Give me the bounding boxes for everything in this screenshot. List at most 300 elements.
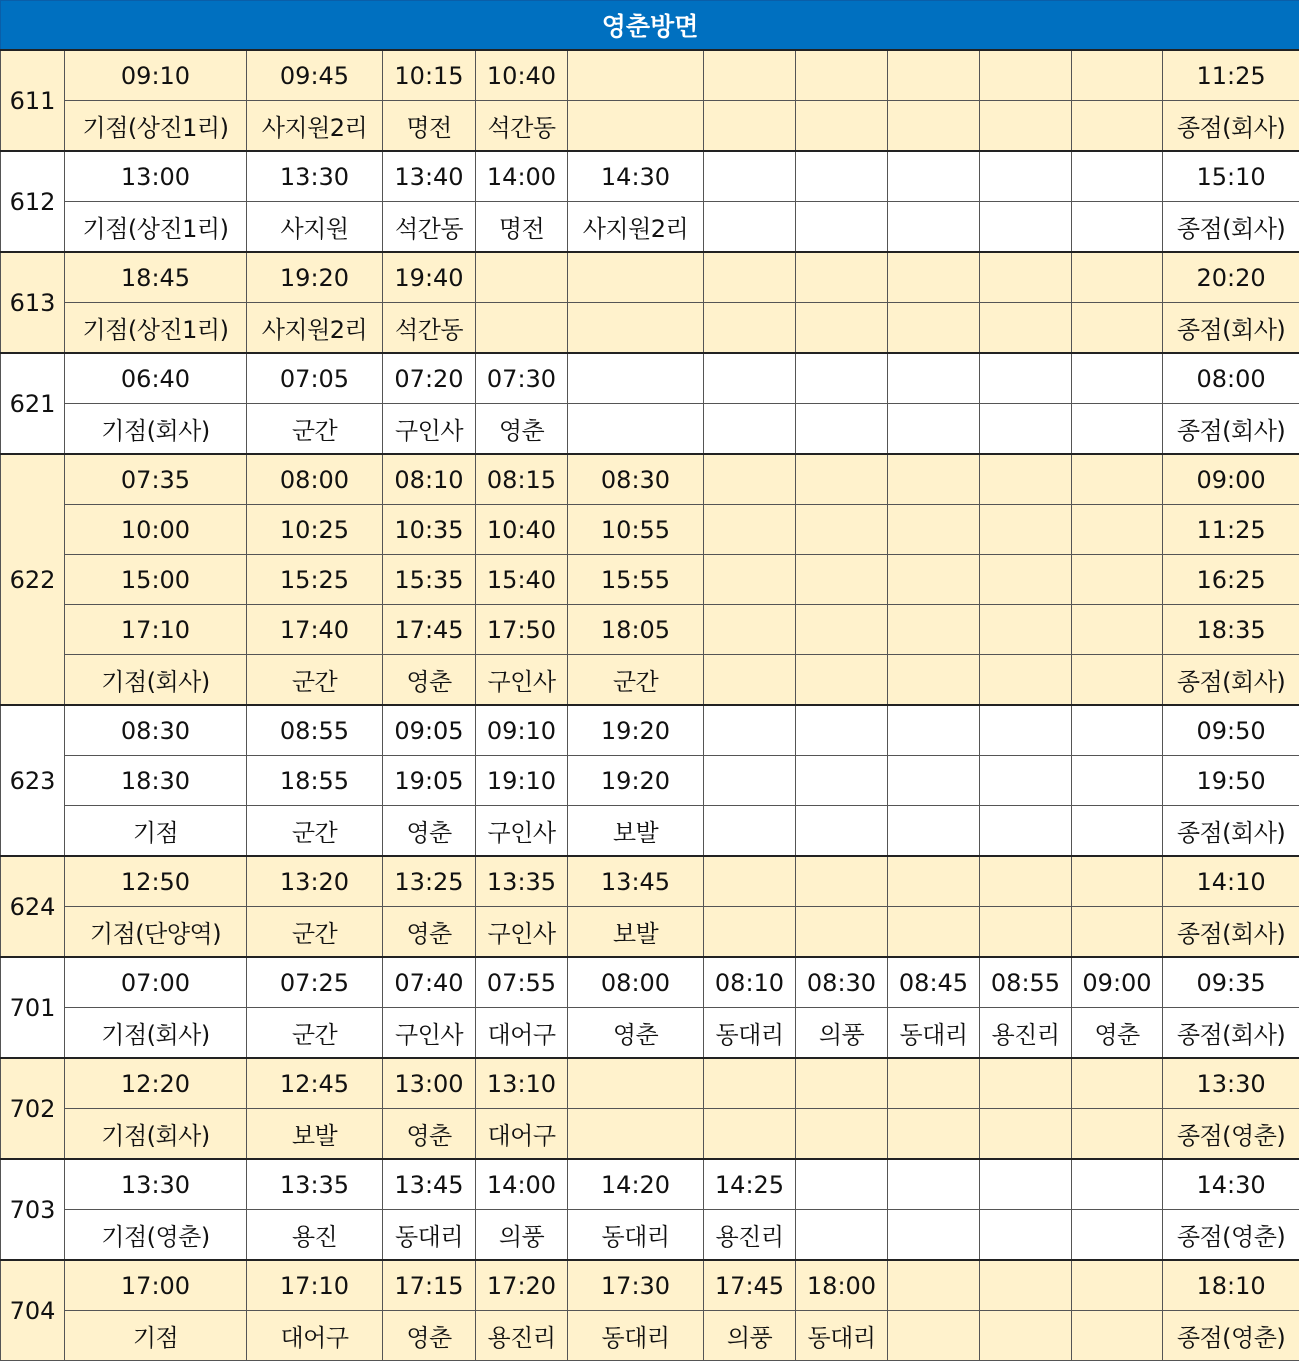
stop-name: 영춘 [383,907,476,958]
table-row [1,1058,1299,1109]
departure-time: 08:45 [888,957,980,1008]
departure-time: 15:10 [1163,151,1299,202]
stop-name [1072,1311,1163,1361]
stop-name: 용진리 [980,1008,1072,1059]
departure-time: 14:30 [1163,1159,1299,1210]
stop-name [704,806,796,857]
departure-time [1072,353,1163,404]
departure-time: 14:00 [476,1159,568,1210]
table-row [1,505,1299,555]
departure-time: 09:50 [1163,705,1299,756]
departure-time [476,252,568,303]
departure-time [888,1260,980,1311]
stop-name: 동대리 [704,1008,796,1059]
departure-time: 07:00 [65,957,247,1008]
stop-name: 기점(회사) [65,404,247,455]
departure-time: 13:20 [247,856,383,907]
stop-name: 동대리 [888,1008,980,1059]
departure-time [888,705,980,756]
departure-time [888,856,980,907]
stop-name [568,404,704,455]
departure-time [980,50,1072,101]
table-row [1,454,1299,505]
stop-name: 의풍 [476,1210,568,1261]
departure-time: 07:30 [476,353,568,404]
departure-time [1072,1260,1163,1311]
departure-time: 12:20 [65,1058,247,1109]
table-row [1,1311,1299,1361]
stop-name: 종점(회사) [1163,655,1299,706]
departure-time [980,252,1072,303]
departure-time: 13:40 [383,151,476,202]
departure-time: 12:45 [247,1058,383,1109]
departure-time: 18:30 [65,756,247,806]
stop-name [980,1311,1072,1361]
departure-time: 14:00 [476,151,568,202]
departure-time [796,353,888,404]
stop-name [704,101,796,152]
departure-time: 11:25 [1163,50,1299,101]
departure-time: 08:00 [568,957,704,1008]
stop-name: 동대리 [568,1210,704,1261]
departure-time: 08:15 [476,454,568,505]
stop-name: 석간동 [383,202,476,253]
departure-time [796,151,888,202]
stop-name [796,907,888,958]
departure-time [568,1058,704,1109]
stop-name [980,907,1072,958]
stop-name [796,655,888,706]
stop-name: 종점(회사) [1163,404,1299,455]
departure-time: 08:30 [65,705,247,756]
departure-time: 20:20 [1163,252,1299,303]
stop-name: 영춘 [476,404,568,455]
departure-time: 14:10 [1163,856,1299,907]
departure-time [1072,705,1163,756]
table-row [1,806,1299,857]
stop-name: 보발 [568,806,704,857]
departure-time [796,252,888,303]
stop-name [888,303,980,354]
departure-time [980,505,1072,555]
departure-time: 17:45 [704,1260,796,1311]
route-group-621 [1,353,1299,454]
departure-time: 10:15 [383,50,476,101]
departure-time [704,856,796,907]
route-group-613 [1,252,1299,353]
departure-time: 18:10 [1163,1260,1299,1311]
stop-name: 대어구 [476,1008,568,1059]
departure-time [704,252,796,303]
stop-name: 사지원 [247,202,383,253]
departure-time: 19:10 [476,756,568,806]
departure-time: 07:35 [65,454,247,505]
departure-time: 13:10 [476,1058,568,1109]
departure-time [796,756,888,806]
stop-name [980,806,1072,857]
table-row [1,1008,1299,1059]
table-row [1,555,1299,605]
departure-time: 10:40 [476,50,568,101]
departure-time [1072,505,1163,555]
stop-name [980,202,1072,253]
table-row [1,50,1299,101]
stop-name: 구인사 [476,655,568,706]
route-number: 701 [1,957,65,1058]
departure-time [704,555,796,605]
departure-time [704,1058,796,1109]
stop-name: 대어구 [476,1109,568,1160]
departure-time: 19:20 [568,705,704,756]
stop-name [1072,907,1163,958]
stop-name: 종점(회사) [1163,202,1299,253]
stop-name: 명전 [476,202,568,253]
stop-name: 종점(회사) [1163,303,1299,354]
stop-name: 용진리 [704,1210,796,1261]
departure-time: 10:25 [247,505,383,555]
departure-time [1072,1159,1163,1210]
stop-name: 기점(회사) [65,655,247,706]
route-number: 624 [1,856,65,957]
departure-time [1072,50,1163,101]
stop-name: 종점(회사) [1163,1008,1299,1059]
stop-name: 용진리 [476,1311,568,1361]
stop-name [1072,404,1163,455]
stop-name [888,202,980,253]
stop-name [796,1109,888,1160]
departure-time: 09:45 [247,50,383,101]
stop-name: 종점(영춘) [1163,1311,1299,1361]
table-row [1,1109,1299,1160]
departure-time: 17:40 [247,605,383,655]
departure-time [980,454,1072,505]
stop-name [796,806,888,857]
stop-name: 구인사 [476,907,568,958]
departure-time [980,353,1072,404]
departure-time: 08:55 [980,957,1072,1008]
stop-name: 군간 [568,655,704,706]
departure-time: 18:45 [65,252,247,303]
departure-time: 10:00 [65,505,247,555]
departure-time [704,50,796,101]
departure-time: 15:00 [65,555,247,605]
departure-time: 17:30 [568,1260,704,1311]
departure-time: 13:30 [65,1159,247,1210]
departure-time: 07:40 [383,957,476,1008]
departure-time [980,151,1072,202]
stop-name: 보발 [568,907,704,958]
departure-time [980,856,1072,907]
stop-name: 사지원2리 [568,202,704,253]
stop-name: 기점(회사) [65,1109,247,1160]
departure-time: 18:05 [568,605,704,655]
departure-time [796,856,888,907]
departure-time [980,1159,1072,1210]
departure-time: 08:30 [796,957,888,1008]
departure-time [888,50,980,101]
departure-time: 08:00 [1163,353,1299,404]
stop-name [796,101,888,152]
stop-name: 동대리 [568,1311,704,1361]
departure-time [704,353,796,404]
stop-name: 보발 [247,1109,383,1160]
table-row [1,353,1299,404]
stop-name [796,404,888,455]
table-row [1,756,1299,806]
stop-name [568,303,704,354]
departure-time: 13:30 [1163,1058,1299,1109]
departure-time: 17:10 [247,1260,383,1311]
stop-name [1072,1109,1163,1160]
stop-name [980,655,1072,706]
route-group-624 [1,856,1299,957]
departure-time: 13:35 [476,856,568,907]
stop-name: 의풍 [796,1008,888,1059]
departure-time [796,505,888,555]
departure-time: 07:05 [247,353,383,404]
stop-name: 군간 [247,404,383,455]
departure-time: 09:35 [1163,957,1299,1008]
departure-time [888,555,980,605]
departure-time [704,605,796,655]
stop-name: 영춘 [383,655,476,706]
departure-time [888,353,980,404]
departure-time [888,505,980,555]
table-row [1,957,1299,1008]
departure-time: 07:25 [247,957,383,1008]
stop-name [888,1311,980,1361]
departure-time: 13:45 [568,856,704,907]
stop-name: 기점(상진1리) [65,101,247,152]
stop-name: 대어구 [247,1311,383,1361]
stop-name: 기점 [65,806,247,857]
table-row [1,404,1299,455]
stop-name: 기점(상진1리) [65,202,247,253]
departure-time: 08:30 [568,454,704,505]
stop-name [704,202,796,253]
departure-time: 08:10 [704,957,796,1008]
departure-time: 11:25 [1163,505,1299,555]
route-number: 704 [1,1260,65,1361]
stop-name [888,806,980,857]
departure-time: 15:55 [568,555,704,605]
stop-name: 기점(상진1리) [65,303,247,354]
stop-name: 의풍 [704,1311,796,1361]
table-row [1,907,1299,958]
departure-time: 17:15 [383,1260,476,1311]
stop-name [888,1109,980,1160]
departure-time: 18:00 [796,1260,888,1311]
departure-time: 19:20 [568,756,704,806]
departure-time: 15:40 [476,555,568,605]
stop-name [888,655,980,706]
stop-name [980,1210,1072,1261]
stop-name [888,101,980,152]
stop-name: 군간 [247,907,383,958]
stop-name [568,1109,704,1160]
stop-name: 용진 [247,1210,383,1261]
departure-time: 14:25 [704,1159,796,1210]
departure-time [796,50,888,101]
stop-name: 석간동 [383,303,476,354]
departure-time [568,50,704,101]
departure-time: 08:55 [247,705,383,756]
departure-time: 19:05 [383,756,476,806]
departure-time: 10:55 [568,505,704,555]
stop-name: 종점(회사) [1163,806,1299,857]
table-row [1,856,1299,907]
stop-name [1072,202,1163,253]
stop-name: 군간 [247,1008,383,1059]
departure-time: 09:05 [383,705,476,756]
route-number: 623 [1,705,65,856]
departure-time [568,353,704,404]
departure-time [888,1058,980,1109]
route-number: 621 [1,353,65,454]
departure-time [980,605,1072,655]
departure-time: 10:40 [476,505,568,555]
departure-time: 13:00 [65,151,247,202]
stop-name: 종점(회사) [1163,907,1299,958]
departure-time [1072,856,1163,907]
route-number: 703 [1,1159,65,1260]
stop-name: 구인사 [383,404,476,455]
table-row [1,202,1299,253]
departure-time [1072,1058,1163,1109]
departure-time: 08:10 [383,454,476,505]
table-title: 영춘방면 [1,1,1299,51]
departure-time [704,756,796,806]
departure-time [796,605,888,655]
departure-time: 08:00 [247,454,383,505]
departure-time [1072,151,1163,202]
departure-time: 14:30 [568,151,704,202]
departure-time: 09:00 [1163,454,1299,505]
departure-time: 07:55 [476,957,568,1008]
departure-time: 18:35 [1163,605,1299,655]
stop-name: 기점(회사) [65,1008,247,1059]
departure-time [980,705,1072,756]
departure-time: 15:35 [383,555,476,605]
departure-time [888,756,980,806]
stop-name: 영춘 [383,1109,476,1160]
route-number: 611 [1,50,65,151]
departure-time: 17:45 [383,605,476,655]
stop-name: 군간 [247,806,383,857]
stop-name: 종점(영춘) [1163,1210,1299,1261]
departure-time: 09:10 [476,705,568,756]
departure-time: 17:50 [476,605,568,655]
departure-time: 14:20 [568,1159,704,1210]
stop-name: 영춘 [383,1311,476,1361]
table-row [1,605,1299,655]
table-row [1,252,1299,303]
stop-name: 영춘 [568,1008,704,1059]
departure-time: 06:40 [65,353,247,404]
departure-time: 13:25 [383,856,476,907]
route-number: 702 [1,1058,65,1159]
table-row [1,655,1299,706]
stop-name: 기점(단양역) [65,907,247,958]
departure-time: 09:10 [65,50,247,101]
departure-time: 17:00 [65,1260,247,1311]
route-group-622 [1,454,1299,705]
stop-name [796,202,888,253]
stop-name [888,907,980,958]
stop-name [704,655,796,706]
route-number: 613 [1,252,65,353]
stop-name: 사지원2리 [247,101,383,152]
table-row [1,303,1299,354]
departure-time [888,605,980,655]
stop-name [888,404,980,455]
stop-name [1072,303,1163,354]
departure-time: 12:50 [65,856,247,907]
stop-name [704,1109,796,1160]
stop-name [704,907,796,958]
stop-name: 구인사 [383,1008,476,1059]
stop-name [1072,806,1163,857]
departure-time [888,151,980,202]
departure-time [796,1058,888,1109]
departure-time: 13:30 [247,151,383,202]
departure-time [796,555,888,605]
departure-time: 09:00 [1072,957,1163,1008]
route-group-611 [1,50,1299,151]
stop-name [888,1210,980,1261]
departure-time [1072,555,1163,605]
stop-name: 석간동 [476,101,568,152]
stop-name: 구인사 [476,806,568,857]
departure-time [1072,252,1163,303]
stop-name [568,101,704,152]
route-group-702 [1,1058,1299,1159]
route-number: 622 [1,454,65,705]
stop-name: 기점 [65,1311,247,1361]
stop-name [796,1210,888,1261]
departure-time [888,252,980,303]
stop-name [1072,655,1163,706]
departure-time: 07:20 [383,353,476,404]
stop-name [796,303,888,354]
route-group-704 [1,1260,1299,1361]
stop-name [704,303,796,354]
departure-time: 13:00 [383,1058,476,1109]
departure-time [568,252,704,303]
departure-time [704,454,796,505]
route-number: 612 [1,151,65,252]
departure-time [980,1260,1072,1311]
table-row [1,1260,1299,1311]
departure-time: 13:35 [247,1159,383,1210]
stop-name: 군간 [247,655,383,706]
table-row [1,101,1299,152]
departure-time [888,1159,980,1210]
departure-time [1072,605,1163,655]
departure-time: 19:50 [1163,756,1299,806]
stop-name: 종점(회사) [1163,101,1299,152]
departure-time: 19:40 [383,252,476,303]
route-group-612 [1,151,1299,252]
stop-name: 종점(영춘) [1163,1109,1299,1160]
route-group-703 [1,1159,1299,1260]
stop-name: 영춘 [1072,1008,1163,1059]
stop-name: 사지원2리 [247,303,383,354]
route-group-701 [1,957,1299,1058]
table-row [1,151,1299,202]
departure-time [1072,756,1163,806]
departure-time [980,1058,1072,1109]
